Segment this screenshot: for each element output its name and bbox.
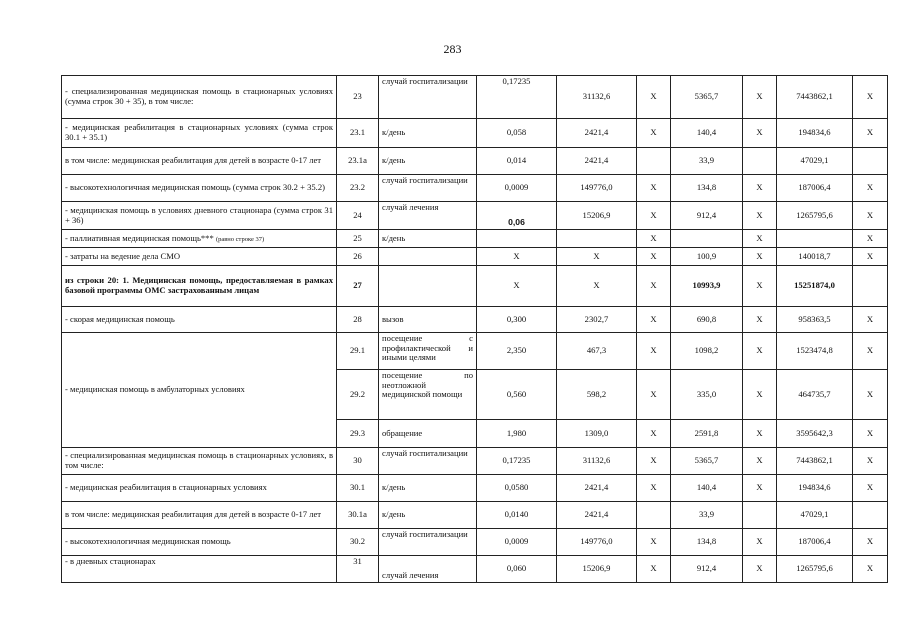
table-row — [62, 76, 888, 119]
value-cell: X — [853, 307, 888, 333]
unit-cell: к/день — [379, 119, 477, 148]
value-cell: 912,4 — [671, 202, 743, 230]
value-cell: 149776,0 — [557, 529, 637, 556]
value-cell: X — [853, 175, 888, 202]
unit-cell: случай госпитализации — [379, 448, 477, 475]
value-cell — [853, 266, 888, 307]
value-cell: 0,17235 — [477, 448, 557, 475]
row-number: 23.1а — [337, 148, 379, 175]
value-cell — [743, 502, 777, 529]
value-cell: 690,8 — [671, 307, 743, 333]
unit-cell: к/день — [379, 230, 477, 248]
value-cell — [637, 502, 671, 529]
unit-cell: к/день — [379, 148, 477, 175]
value-cell: 0,060 — [477, 556, 557, 583]
value-cell: X — [743, 420, 777, 448]
value-cell: 2421,4 — [557, 475, 637, 502]
value-cell: 194834,6 — [777, 119, 853, 148]
unit-cell: посещение по неотложной медицинской помощи — [379, 370, 477, 420]
value-cell: 187006,4 — [777, 529, 853, 556]
value-cell: X — [743, 333, 777, 370]
value-cell: 0,0140 — [477, 502, 557, 529]
value-cell: 5365,7 — [671, 76, 743, 119]
row-number: 23 — [337, 76, 379, 119]
value-cell: 2421,4 — [557, 148, 637, 175]
table-row — [62, 333, 888, 370]
row-label-text: - паллиативная медицинская помощь*** — [65, 232, 214, 243]
row-number: 30.1а — [337, 502, 379, 529]
value-cell: X — [637, 175, 671, 202]
row-number: 28 — [337, 307, 379, 333]
value-cell: 2302,7 — [557, 307, 637, 333]
value-cell — [777, 230, 853, 248]
value-cell: X — [743, 119, 777, 148]
value-cell: X — [853, 119, 888, 148]
value-cell: X — [743, 448, 777, 475]
value-cell: 5365,7 — [671, 448, 743, 475]
unit-cell: случай лечения — [379, 556, 477, 583]
row-label: - высокотехнологичная медицинская помощь (сумма строк 30.2 + 35.2) — [62, 175, 337, 202]
value-cell: 194834,6 — [777, 475, 853, 502]
value-cell: 912,4 — [671, 556, 743, 583]
value-cell: X — [637, 248, 671, 266]
table-row — [62, 475, 888, 502]
table-row — [62, 448, 888, 475]
table-row — [62, 148, 888, 175]
row-number: 25 — [337, 230, 379, 248]
value-cell — [853, 502, 888, 529]
value-cell: X — [637, 333, 671, 370]
value-cell: X — [637, 307, 671, 333]
value-cell: 10993,9 — [671, 266, 743, 307]
value-cell: X — [853, 556, 888, 583]
unit-cell: вызов — [379, 307, 477, 333]
value-cell: X — [743, 475, 777, 502]
value-cell: 0,300 — [477, 307, 557, 333]
value-cell: X — [743, 248, 777, 266]
value-cell: X — [477, 266, 557, 307]
page-number: 283 — [443, 42, 462, 56]
value-cell: X — [853, 420, 888, 448]
value-cell: X — [637, 370, 671, 420]
value-cell: 134,8 — [671, 175, 743, 202]
value-cell: 140,4 — [671, 119, 743, 148]
value-cell: X — [853, 448, 888, 475]
row-label: - медицинская реабилитация в стационарных условиях (сумма строк 30.1 + 35.1) — [62, 119, 337, 148]
value-cell: 15206,9 — [557, 556, 637, 583]
row-label — [62, 230, 337, 248]
row-label: - специализированная медицинская помощь в стационарных условиях (сумма строк 30 + 35), в том числе: — [62, 76, 337, 119]
value-cell: 2,350 — [477, 333, 557, 370]
value-cell: X — [637, 202, 671, 230]
table-row — [62, 502, 888, 529]
value-cell: 0,0009 — [477, 175, 557, 202]
table-row — [62, 119, 888, 148]
value-cell: 140018,7 — [777, 248, 853, 266]
value-cell: 134,8 — [671, 529, 743, 556]
value-cell: 3595642,3 — [777, 420, 853, 448]
table-row — [62, 175, 888, 202]
value-cell: X — [743, 202, 777, 230]
value-cell: X — [853, 248, 888, 266]
value-cell: 598,2 — [557, 370, 637, 420]
value-cell: X — [853, 475, 888, 502]
row-label: - в дневных стационарах — [62, 556, 337, 583]
value-cell: 15206,9 — [557, 202, 637, 230]
value-cell: 0,17235 — [477, 76, 557, 119]
value-cell: X — [637, 475, 671, 502]
value-cell: X — [637, 119, 671, 148]
table-row — [62, 307, 888, 333]
row-number: 27 — [337, 266, 379, 307]
row-number: 26 — [337, 248, 379, 266]
row-number: 29.1 — [337, 333, 379, 370]
unit-cell: случай госпитализации — [379, 529, 477, 556]
value-cell: 464735,7 — [777, 370, 853, 420]
row-label-note: (равно строке 37) — [215, 235, 265, 243]
value-cell: X — [743, 556, 777, 583]
row-number: 29.2 — [337, 370, 379, 420]
row-number: 30 — [337, 448, 379, 475]
value-cell: 1309,0 — [557, 420, 637, 448]
row-label: - скорая медицинская помощь — [62, 307, 337, 333]
row-number: 30.1 — [337, 475, 379, 502]
value-cell: X — [743, 175, 777, 202]
row-label: - медицинская помощь в условиях дневного стационара (сумма строк 31 + 36) — [62, 202, 337, 230]
value-cell: 1265795,6 — [777, 556, 853, 583]
value-cell: X — [853, 529, 888, 556]
row-label: - специализированная медицинская помощь в стационарных условиях, в том числе: — [62, 448, 337, 475]
value-cell: 149776,0 — [557, 175, 637, 202]
value-cell: X — [637, 266, 671, 307]
row-label: в том числе: медицинская реабилитация для детей в возрасте 0-17 лет — [62, 502, 337, 529]
value-cell: 1098,2 — [671, 333, 743, 370]
value-cell: 187006,4 — [777, 175, 853, 202]
value-cell: X — [853, 76, 888, 119]
value-cell: 140,4 — [671, 475, 743, 502]
unit-cell: случай госпитализации — [379, 76, 477, 119]
table-row — [62, 556, 888, 583]
value-cell: 467,3 — [557, 333, 637, 370]
value-cell: X — [743, 370, 777, 420]
value-cell: X — [743, 307, 777, 333]
row-number: 31 — [337, 556, 379, 583]
value-cell: 7443862,1 — [777, 448, 853, 475]
value-cell: 100,9 — [671, 248, 743, 266]
value-cell: 31132,6 — [557, 76, 637, 119]
unit-cell: случай лечения — [379, 202, 477, 230]
value-cell — [557, 230, 637, 248]
value-cell: X — [853, 202, 888, 230]
table-row — [62, 529, 888, 556]
row-label: - высокотехнологичная медицинская помощь — [62, 529, 337, 556]
value-cell: 0,560 — [477, 370, 557, 420]
value-cell: X — [557, 248, 637, 266]
value-cell: 2421,4 — [557, 119, 637, 148]
value-cell — [853, 148, 888, 175]
value-cell: X — [637, 556, 671, 583]
value-cell: X — [637, 76, 671, 119]
unit-cell: к/день — [379, 502, 477, 529]
value-cell: 1523474,8 — [777, 333, 853, 370]
value-cell: X — [477, 248, 557, 266]
unit-cell: случай госпитализации — [379, 175, 477, 202]
value-cell: X — [853, 370, 888, 420]
row-number: 29.3 — [337, 420, 379, 448]
value-cell: X — [743, 76, 777, 119]
value-cell: X — [743, 266, 777, 307]
unit-cell — [379, 266, 477, 307]
value-cell: X — [637, 448, 671, 475]
value-cell — [743, 148, 777, 175]
value-cell — [637, 148, 671, 175]
unit-cell: посещение с профилактической и иными целями — [379, 333, 477, 370]
value-cell: 335,0 — [671, 370, 743, 420]
value-cell: 958363,5 — [777, 307, 853, 333]
value-cell: X — [637, 420, 671, 448]
row-number: 24 — [337, 202, 379, 230]
value-cell: 31132,6 — [557, 448, 637, 475]
value-cell: X — [853, 230, 888, 248]
row-label: - медицинская помощь в амбулаторных условиях — [62, 333, 337, 448]
table-row — [62, 248, 888, 266]
value-cell: 7443862,1 — [777, 76, 853, 119]
data-table — [61, 75, 888, 583]
value-cell: 33,9 — [671, 502, 743, 529]
row-number: 30.2 — [337, 529, 379, 556]
value-cell: X — [853, 333, 888, 370]
row-label: - затраты на ведение дела СМО — [62, 248, 337, 266]
value-cell: 2421,4 — [557, 502, 637, 529]
row-label: из строки 20: 1. Медицинская помощь, предоставляемая в рамках базовой программы ОМС застрахованным лицам — [62, 266, 337, 307]
value-cell: 0,058 — [477, 119, 557, 148]
row-number: 23.2 — [337, 175, 379, 202]
value-cell: 2591,8 — [671, 420, 743, 448]
value-cell: X — [637, 529, 671, 556]
value-cell: 0,0580 — [477, 475, 557, 502]
table-row — [62, 266, 888, 307]
row-number: 23.1 — [337, 119, 379, 148]
value-cell: 0,014 — [477, 148, 557, 175]
value-cell — [477, 230, 557, 248]
value-cell: 33,9 — [671, 148, 743, 175]
value-cell: X — [743, 529, 777, 556]
value-cell — [671, 230, 743, 248]
value-cell: X — [743, 230, 777, 248]
unit-cell — [379, 248, 477, 266]
row-label: - медицинская реабилитация в стационарных условиях — [62, 475, 337, 502]
table-row — [62, 230, 888, 248]
unit-cell: к/день — [379, 475, 477, 502]
value-cell: 15251874,0 — [777, 266, 853, 307]
unit-cell: обращение — [379, 420, 477, 448]
value-cell: X — [637, 230, 671, 248]
value-cell: 47029,1 — [777, 502, 853, 529]
value-cell: 0,06 — [477, 202, 557, 230]
value-cell: 1265795,6 — [777, 202, 853, 230]
value-cell: 1,980 — [477, 420, 557, 448]
row-label: в том числе: медицинская реабилитация для детей в возрасте 0-17 лет — [62, 148, 337, 175]
table-row — [62, 202, 888, 230]
value-cell: 47029,1 — [777, 148, 853, 175]
value-cell: 0,0009 — [477, 529, 557, 556]
value-cell: X — [557, 266, 637, 307]
